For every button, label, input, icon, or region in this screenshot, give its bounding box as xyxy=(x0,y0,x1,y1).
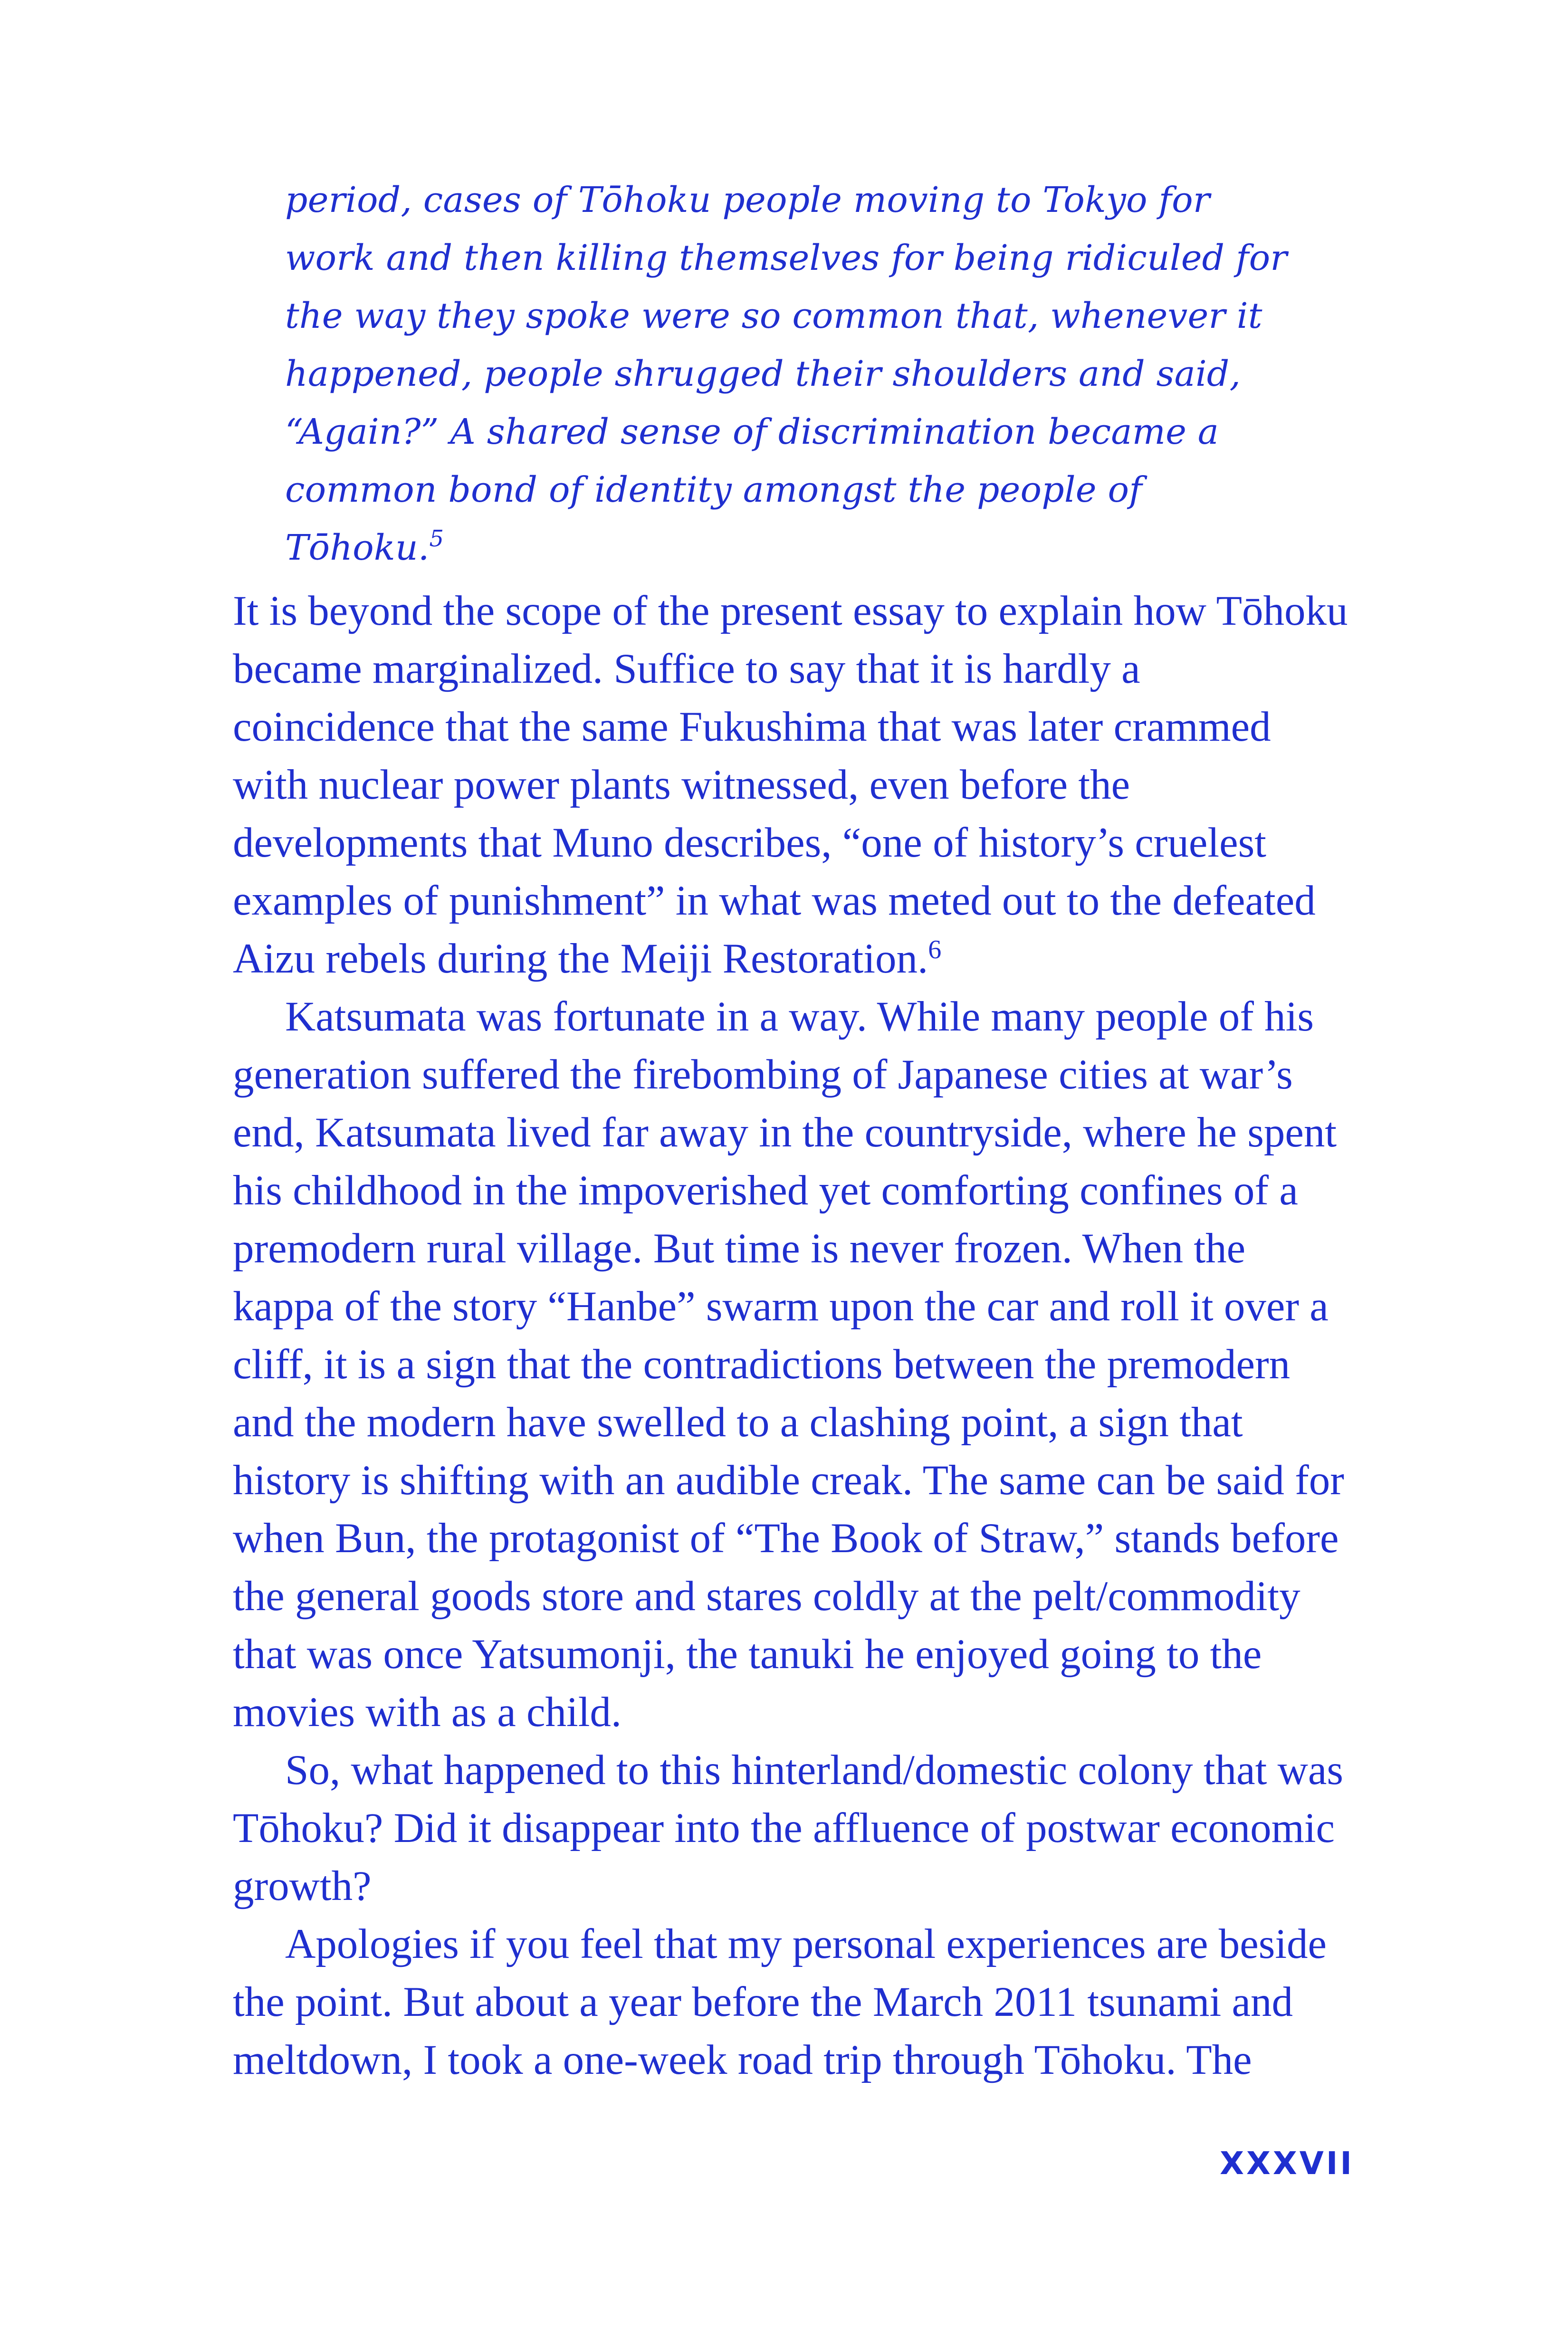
block-quote xyxy=(285,171,1292,577)
paragraph-2: Katsumata was fortunate in a way. While many people of his generation suffered the firebombing of Japanese cities at war’s end, Katsumata lived far away in the countryside, where he spent his childhood in the impoverished yet comforting confines of a premodern rural village. But time is never frozen. When the kappa of the story “Hanbe” swarm upon the car and roll it over a cliff, it is a sign that the contradictions between the premodern and the modern have swelled to a clashing point, a sign that history is shifting with an audible creak. The same can be said for when Bun, the protagonist of “The Book of Straw,” stands before the general goods store and stares coldly at the pelt/commodity that was once Yatsumonji, the tanuki he enjoyed going to the movies with as a child. xyxy=(233,993,1344,1736)
paragraph-4: Apologies if you feel that my personal experiences are beside the point. But about a year before the March 2011 tsunami and meltdown, I took a one-week road trip through Tōhoku. The xyxy=(233,1921,1327,2083)
paragraph-1 xyxy=(233,582,1349,988)
page-number: XXXVII xyxy=(1220,2145,1354,2182)
block-quote-text: period, cases of Tōhoku people moving to Tokyo for work and then killing themselves for being ridiculed for the way they spoke were so common that, whenever it happened, people shrugged their shoulders and said, “Again?” A shared sense of discrimination became a common bond of identity amongst the people of Tōhoku. xyxy=(285,180,1287,568)
footnote-marker-6: 6 xyxy=(928,935,942,964)
paragraph-1-text: It is beyond the scope of the present essay to explain how Tōhoku became marginalized. Suffice to say that it is hardly a coincidence that the same Fukushima that was later crammed with nuclear power plants witnessed, even before the developments that Muno describes, “one of history’s cruelest examples of punishment” in what was meted out to the defeated Aizu rebels during the Meiji Restoration. xyxy=(233,588,1348,982)
body-text xyxy=(233,582,1349,2089)
footnote-marker-5: 5 xyxy=(429,525,444,552)
paragraph-3: So, what happened to this hinterland/domestic colony that was Tōhoku? Did it disappear into the affluence of postwar economic growth? xyxy=(233,1747,1344,1909)
